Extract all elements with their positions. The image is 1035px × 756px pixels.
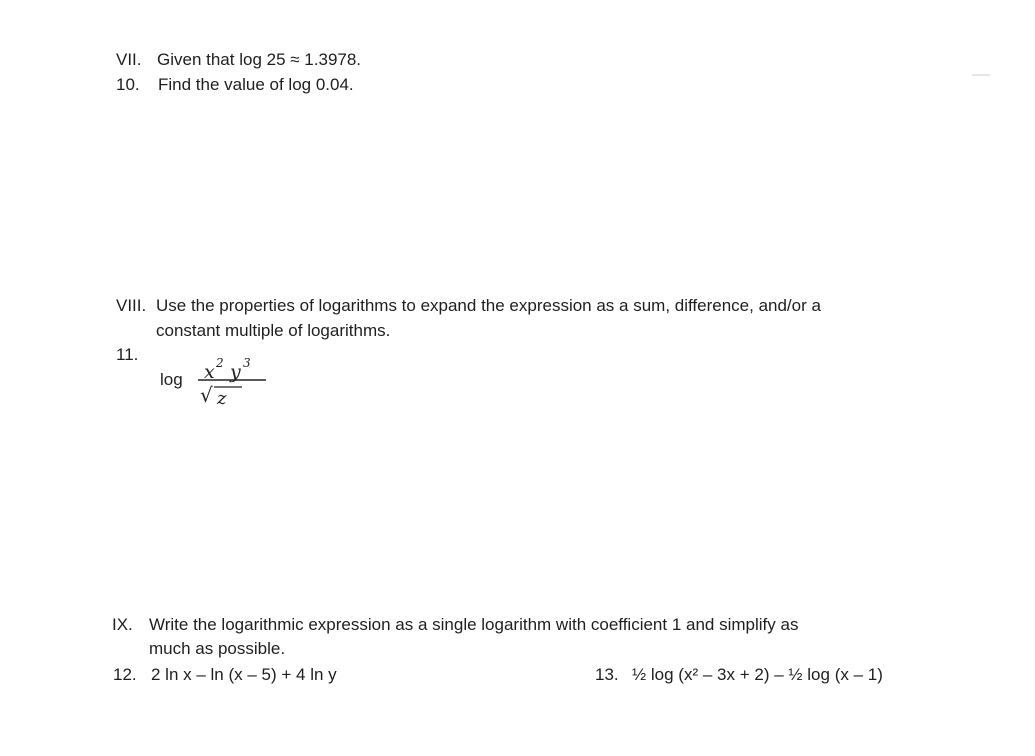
- problem-10-number: 10.: [116, 75, 140, 94]
- problem-13-text: ½ log (x² – 3x + 2) – ½ log (x – 1): [632, 665, 883, 684]
- numerator-x: x: [204, 361, 215, 383]
- section-9-instruction-line-1: Write the logarithmic expression as a single logarithm with coefficient 1 and simplify as: [149, 615, 799, 634]
- section-8-instruction-line-1: Use the properties of logarithms to expand the expression as a sum, difference, and/or a: [156, 296, 821, 315]
- problem-13-number: 13.: [595, 665, 619, 684]
- section-8-label: VIII.: [116, 296, 147, 315]
- section-7-label: VII.: [116, 50, 142, 69]
- problem-11-number: 11.: [116, 345, 139, 364]
- section-9-label: IX.: [112, 615, 133, 634]
- problem-12-text: 2 ln x – ln (x – 5) + 4 ln y: [151, 665, 337, 684]
- denominator-z: z: [217, 388, 227, 409]
- given-statement: Given that log 25 ≈ 1.3978.: [157, 50, 362, 69]
- radical-sign: √: [200, 383, 213, 407]
- numerator-y-exponent: 3: [243, 356, 251, 370]
- problem-10-text: Find the value of log 0.04.: [158, 75, 354, 94]
- problem-11-log: log: [160, 370, 183, 389]
- numerator-y: y: [230, 361, 241, 383]
- scan-mark: [972, 74, 990, 76]
- section-8-instruction-line-2: constant multiple of logarithms.: [156, 321, 391, 340]
- handwritten-fraction: [196, 352, 272, 410]
- problem-12-number: 12.: [113, 665, 137, 684]
- numerator-x-exponent: 2: [216, 356, 224, 370]
- section-9-instruction-line-2: much as possible.: [149, 639, 286, 658]
